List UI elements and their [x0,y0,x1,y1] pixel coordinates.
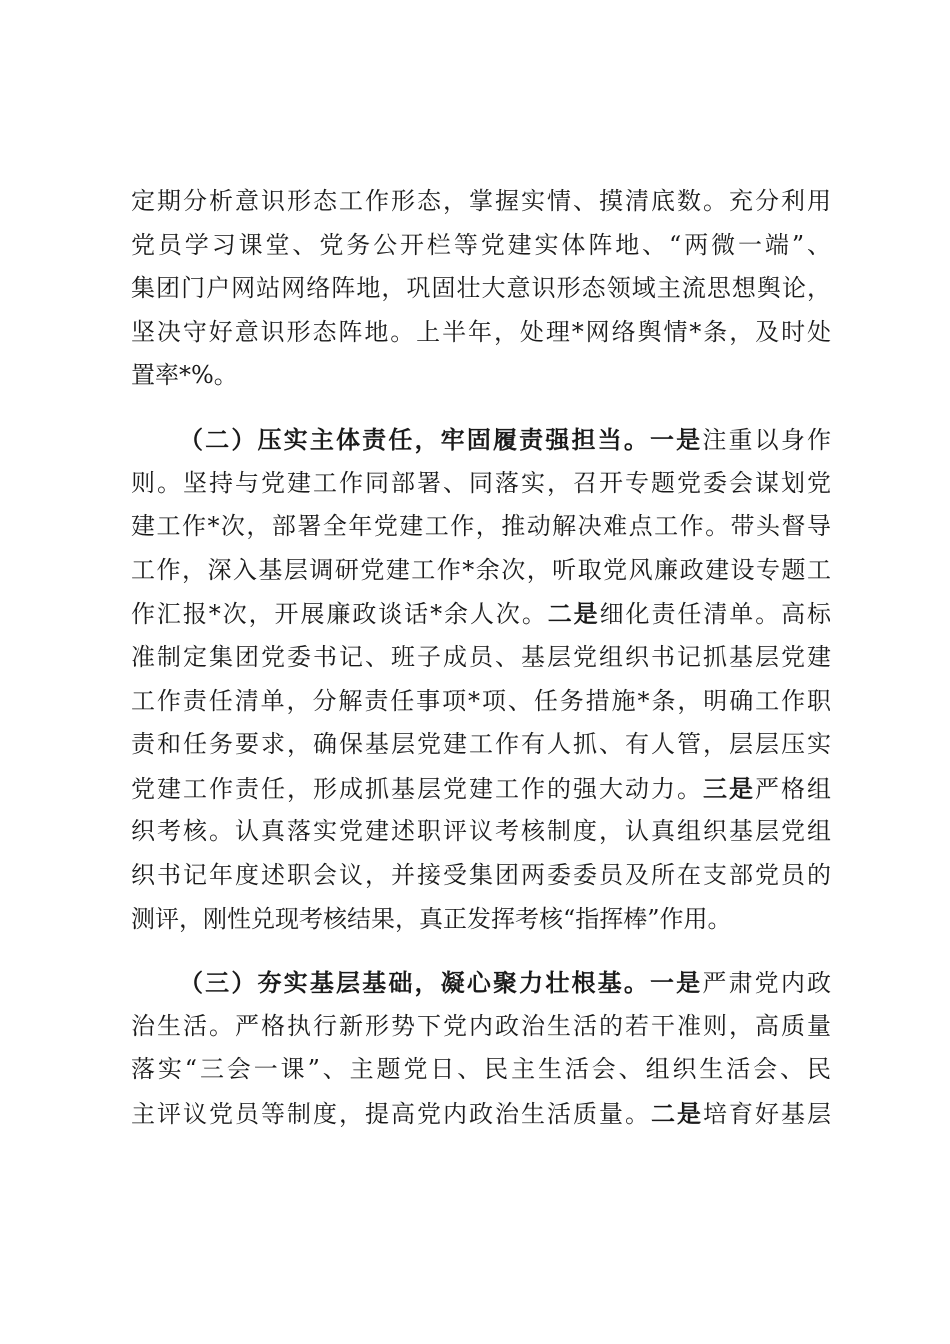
paragraph-main-responsibility [131,418,831,941]
text-line: 工作，深入基层调研党建工作*余次，听取党风廉政建设专题工 [131,555,831,584]
text-line: 治生活。严格执行新形势下党内政治生活的若干准则，高质量 [131,1011,831,1040]
text-line: 党员学习课堂、党务公开栏等党建实体阵地、“两微一端”、 [131,230,831,259]
item-marker: 二是 [547,599,600,629]
text-line: 置率*%。 [131,361,238,390]
section-heading: （二）压实主体责任，牢固履责强担当。 [179,424,650,454]
text-line: 主评议党员等制度，提高党内政治生活质量。二是培育好基层 [131,1098,831,1128]
paragraph-gap [131,398,831,418]
text-line: 坚决守好意识形态阵地。上半年，处理*网络舆情*条，及时处 [131,317,831,346]
section-heading: （三）夯实基层基础，凝心聚力壮根基。 [179,968,650,998]
text-line: 准制定集团党委书记、班子成员、基层党组织书记抓基层党建 [131,642,831,671]
text-line: 落实“三会一课”、主题党日、民主生活会、组织生活会、民 [131,1055,831,1084]
text-line: 工作责任清单，分解责任事项*项、任务措施*条，明确工作职 [131,686,831,715]
text-line: （二）压实主体责任，牢固履责强担当。一是注重以身作 [179,424,831,454]
text-line: （三）夯实基层基础，凝心聚力壮根基。一是严肃党内政 [179,968,831,998]
paragraph-ideology-positions [131,180,831,398]
item-marker: 二是 [651,1098,703,1128]
text-line: 织考核。认真落实党建述职评议考核制度，认真组织基层党组 [131,817,831,846]
text-line: 责和任务要求，确保基层党建工作有人抓、有人管，层层压实 [131,730,831,759]
document-body [131,180,831,1135]
text-line: 则。坚持与党建工作同部署、同落实，召开专题党委会谋划党 [131,468,831,497]
text-line: 建工作*次，部署全年党建工作，推动解决难点工作。带头督导 [131,512,831,541]
text-line: 党建工作责任，形成抓基层党建工作的强大动力。三是严格组 [131,773,831,803]
paragraph-grassroots-foundation [131,961,831,1135]
text-line: 集团门户网站网络阵地，巩固壮大意识形态领域主流思想舆论， [131,274,831,303]
text-line: 定期分析意识形态工作形态，掌握实情、摸清底数。充分利用 [131,187,831,215]
paragraph-gap [131,941,831,961]
text-line: 作汇报*次，开展廉政谈话*余人次。二是细化责任清单。高标 [131,599,831,629]
item-marker: 一是 [650,424,703,454]
item-marker: 一是 [650,968,703,998]
text-line: 织书记年度述职会议，并接受集团两委委员及所在支部党员的 [131,860,831,889]
text-line: 测评，刚性兑现考核结果，真正发挥考核“指挥棒”作用。 [131,904,732,933]
item-marker: 三是 [703,773,755,803]
